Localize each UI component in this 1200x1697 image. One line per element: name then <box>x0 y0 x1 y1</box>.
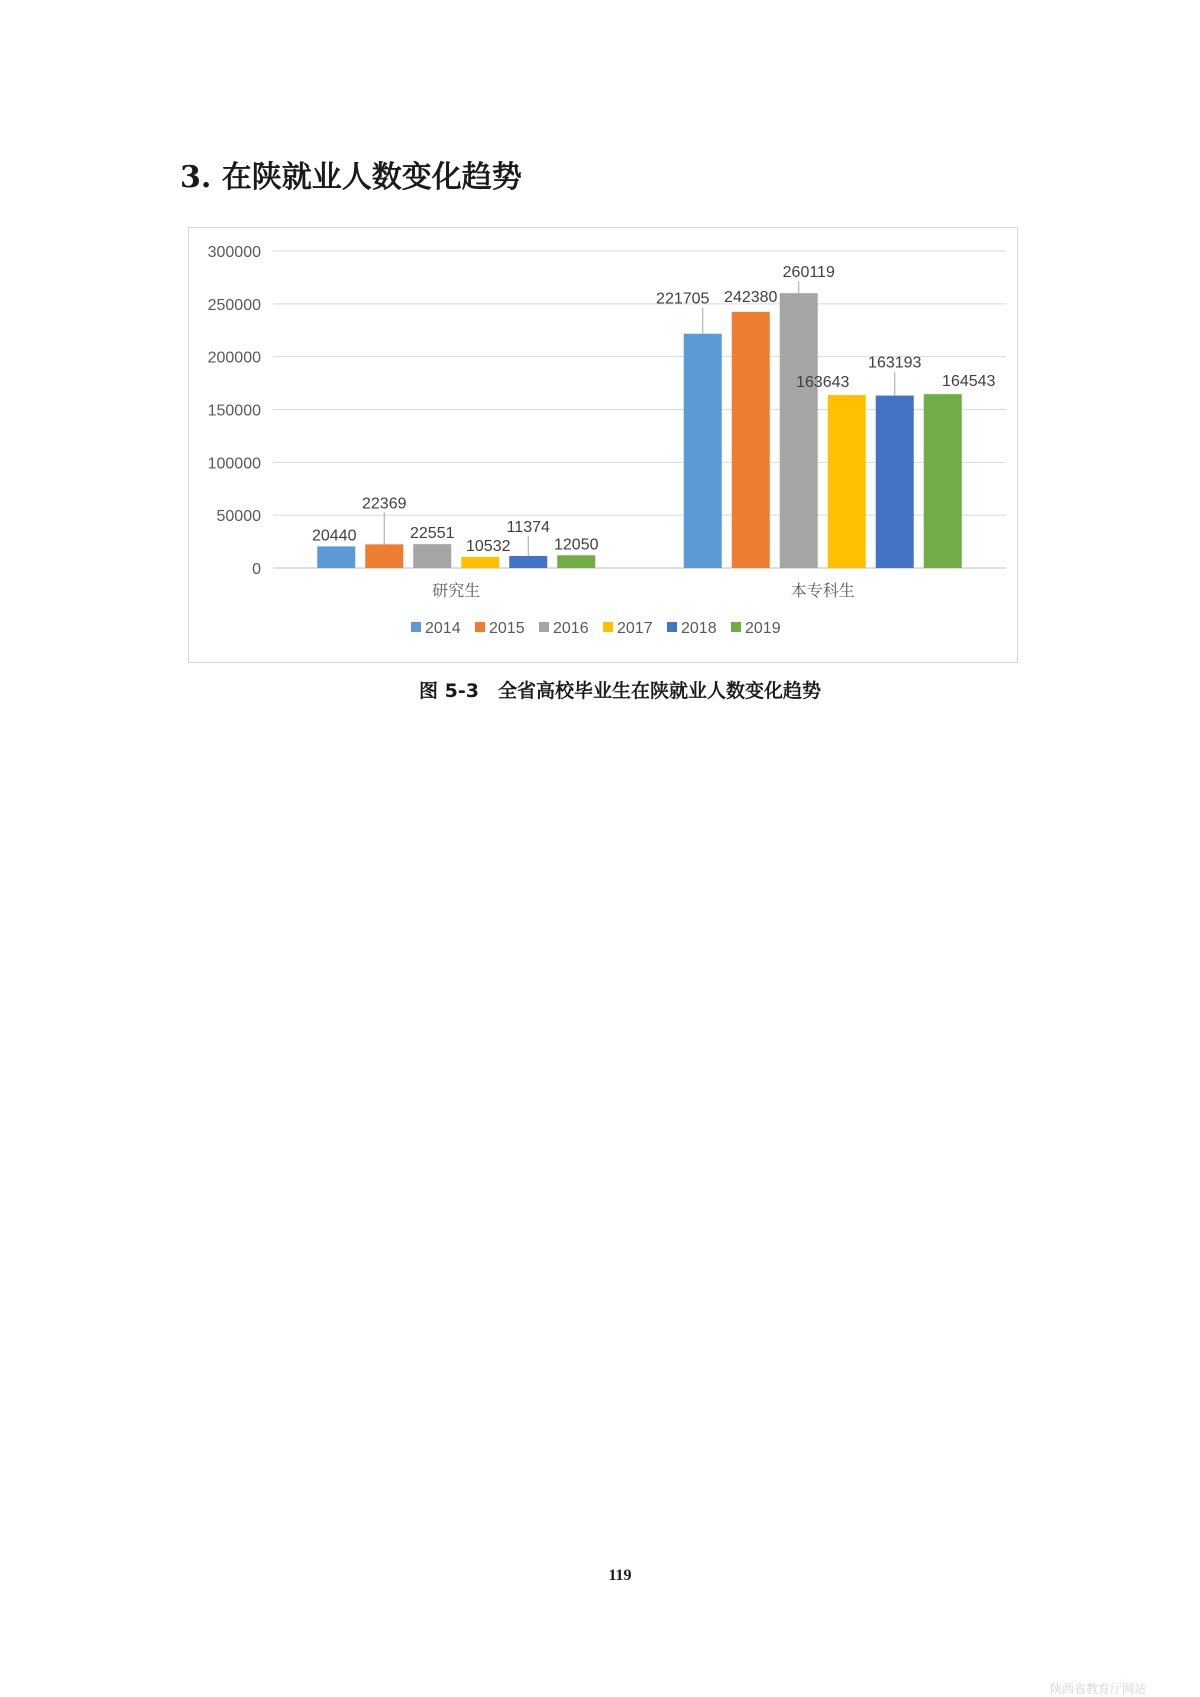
y-tick-label: 150000 <box>207 402 261 420</box>
bar-2019-0 <box>557 555 595 568</box>
bar-2015-0 <box>365 544 403 568</box>
bar-chart <box>188 227 1018 663</box>
bar-2016-0 <box>413 544 451 568</box>
bar-2017-0 <box>461 557 499 568</box>
bar-2017-1 <box>828 395 866 568</box>
data-label: 163193 <box>868 354 922 372</box>
legend-swatch <box>667 622 677 632</box>
bar-2019-1 <box>924 394 962 568</box>
section-heading: 3. 在陕就业人数变化趋势 <box>180 160 522 195</box>
watermark: 陕西省教育厅网站 <box>1050 1682 1147 1696</box>
legend-label: 2014 <box>425 620 461 637</box>
legend <box>411 620 781 637</box>
y-tick-label: 50000 <box>216 508 261 526</box>
legend-label: 2016 <box>553 620 589 637</box>
y-tick-label: 250000 <box>207 296 261 314</box>
legend-swatch <box>475 622 485 632</box>
data-label: 10532 <box>466 537 511 555</box>
bar-2016-1 <box>780 293 818 568</box>
legend-label: 2017 <box>617 620 653 637</box>
legend-label: 2015 <box>489 620 525 637</box>
bar-2015-1 <box>732 312 770 568</box>
data-label: 164543 <box>942 373 996 391</box>
data-label: 20440 <box>312 527 357 545</box>
chart-canvas <box>189 228 1017 662</box>
y-tick-label: 100000 <box>207 455 261 473</box>
y-tick-label: 200000 <box>207 349 261 367</box>
data-label: 22369 <box>362 495 407 513</box>
legend-label: 2018 <box>681 620 717 637</box>
legend-label: 2019 <box>745 620 781 637</box>
data-label: 22551 <box>410 525 455 543</box>
data-label: 260119 <box>782 264 835 282</box>
bar-2018-0 <box>509 556 547 568</box>
legend-swatch <box>411 622 421 632</box>
bar-2014-1 <box>684 334 722 568</box>
x-category-label: 研究生 <box>432 583 481 600</box>
data-label: 221705 <box>656 290 710 308</box>
figure-caption: 图 5-3 全省高校毕业生在陕就业人数变化趋势 <box>419 680 821 702</box>
bar-2014-0 <box>317 546 355 568</box>
data-label: 12050 <box>554 536 599 554</box>
page-number: 119 <box>608 1567 632 1584</box>
data-label: 242380 <box>724 288 778 306</box>
y-tick-label: 300000 <box>207 244 261 261</box>
x-category-label: 本专科生 <box>790 583 855 600</box>
bar-2018-1 <box>876 396 914 568</box>
data-label: 11374 <box>506 518 550 536</box>
legend-swatch <box>731 622 741 632</box>
y-tick-label: 0 <box>252 561 261 578</box>
data-label: 163643 <box>796 374 850 392</box>
legend-swatch <box>539 622 549 632</box>
legend-swatch <box>603 622 613 632</box>
